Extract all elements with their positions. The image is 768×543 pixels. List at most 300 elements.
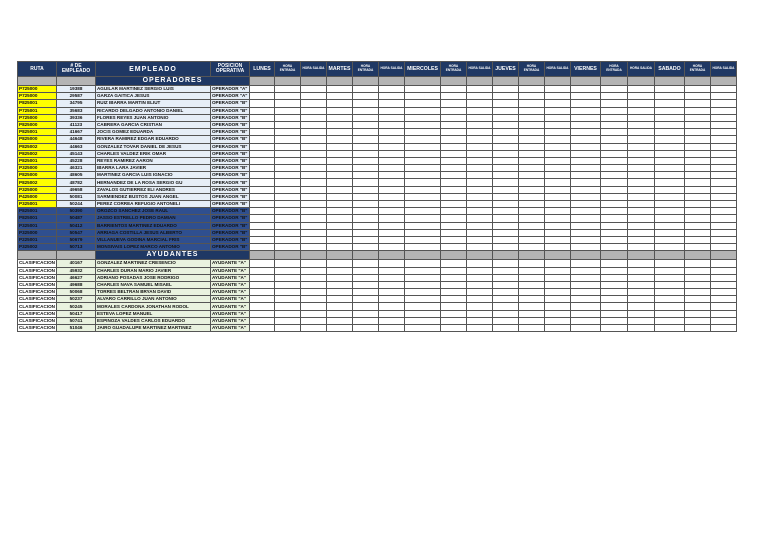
time-entry-cell[interactable] [544,310,570,317]
time-entry-cell[interactable] [440,317,466,324]
time-entry-cell[interactable] [466,229,492,236]
time-entry-cell[interactable] [654,86,684,93]
time-entry-cell[interactable] [518,143,544,150]
time-entry-cell[interactable] [466,281,492,288]
time-entry-cell[interactable] [600,317,627,324]
time-entry-cell[interactable] [710,179,736,186]
time-entry-cell[interactable] [544,244,570,251]
time-entry-cell[interactable] [570,93,600,100]
time-entry-cell[interactable] [274,281,300,288]
time-entry-cell[interactable] [378,244,404,251]
time-entry-cell[interactable] [274,136,300,143]
time-entry-cell[interactable] [684,150,710,157]
time-entry-cell[interactable] [466,325,492,332]
time-entry-cell[interactable] [352,317,378,324]
time-entry-cell[interactable] [352,143,378,150]
time-entry-cell[interactable] [274,114,300,121]
time-entry-cell[interactable] [654,310,684,317]
time-entry-cell[interactable] [440,136,466,143]
time-entry-cell[interactable] [352,136,378,143]
time-entry-cell[interactable] [326,186,352,193]
time-entry-cell[interactable] [654,121,684,128]
time-entry-cell[interactable] [684,296,710,303]
time-entry-cell[interactable] [352,193,378,200]
time-entry-cell[interactable] [249,143,274,150]
time-entry-cell[interactable] [654,165,684,172]
time-entry-cell[interactable] [404,208,440,215]
time-entry-cell[interactable] [684,229,710,236]
time-entry-cell[interactable] [378,208,404,215]
time-entry-cell[interactable] [326,114,352,121]
time-entry-cell[interactable] [518,296,544,303]
time-entry-cell[interactable] [492,107,518,114]
time-entry-cell[interactable] [570,267,600,274]
time-entry-cell[interactable] [684,236,710,243]
time-entry-cell[interactable] [518,229,544,236]
time-entry-cell[interactable] [710,165,736,172]
time-entry-cell[interactable] [326,208,352,215]
time-entry-cell[interactable] [466,201,492,208]
time-entry-cell[interactable] [378,260,404,267]
time-entry-cell[interactable] [466,121,492,128]
time-entry-cell[interactable] [654,260,684,267]
time-entry-cell[interactable] [466,157,492,164]
time-entry-cell[interactable] [326,222,352,229]
time-entry-cell[interactable] [404,114,440,121]
time-entry-cell[interactable] [684,193,710,200]
time-entry-cell[interactable] [440,222,466,229]
time-entry-cell[interactable] [466,303,492,310]
time-entry-cell[interactable] [600,215,627,222]
time-entry-cell[interactable] [518,274,544,281]
time-entry-cell[interactable] [249,208,274,215]
time-entry-cell[interactable] [352,236,378,243]
time-entry-cell[interactable] [249,150,274,157]
time-entry-cell[interactable] [654,267,684,274]
time-entry-cell[interactable] [627,317,654,324]
time-entry-cell[interactable] [710,86,736,93]
time-entry-cell[interactable] [654,193,684,200]
time-entry-cell[interactable] [404,229,440,236]
time-entry-cell[interactable] [326,325,352,332]
time-entry-cell[interactable] [440,150,466,157]
time-entry-cell[interactable] [466,114,492,121]
time-entry-cell[interactable] [492,165,518,172]
time-entry-cell[interactable] [352,114,378,121]
time-entry-cell[interactable] [300,93,326,100]
time-entry-cell[interactable] [518,129,544,136]
time-entry-cell[interactable] [544,236,570,243]
time-entry-cell[interactable] [654,325,684,332]
time-entry-cell[interactable] [492,310,518,317]
time-entry-cell[interactable] [404,172,440,179]
time-entry-cell[interactable] [710,93,736,100]
time-entry-cell[interactable] [570,100,600,107]
time-entry-cell[interactable] [404,100,440,107]
time-entry-cell[interactable] [326,229,352,236]
time-entry-cell[interactable] [466,289,492,296]
time-entry-cell[interactable] [544,193,570,200]
time-entry-cell[interactable] [600,236,627,243]
time-entry-cell[interactable] [440,157,466,164]
time-entry-cell[interactable] [404,157,440,164]
time-entry-cell[interactable] [378,107,404,114]
time-entry-cell[interactable] [249,136,274,143]
time-entry-cell[interactable] [466,129,492,136]
time-entry-cell[interactable] [466,260,492,267]
time-entry-cell[interactable] [378,100,404,107]
time-entry-cell[interactable] [404,121,440,128]
time-entry-cell[interactable] [274,310,300,317]
time-entry-cell[interactable] [710,136,736,143]
time-entry-cell[interactable] [654,281,684,288]
time-entry-cell[interactable] [274,100,300,107]
time-entry-cell[interactable] [326,274,352,281]
time-entry-cell[interactable] [274,244,300,251]
time-entry-cell[interactable] [600,93,627,100]
time-entry-cell[interactable] [627,129,654,136]
time-entry-cell[interactable] [684,274,710,281]
time-entry-cell[interactable] [684,310,710,317]
time-entry-cell[interactable] [404,179,440,186]
time-entry-cell[interactable] [492,136,518,143]
time-entry-cell[interactable] [249,93,274,100]
time-entry-cell[interactable] [466,208,492,215]
time-entry-cell[interactable] [570,150,600,157]
time-entry-cell[interactable] [684,186,710,193]
time-entry-cell[interactable] [326,100,352,107]
time-entry-cell[interactable] [300,215,326,222]
time-entry-cell[interactable] [466,136,492,143]
time-entry-cell[interactable] [654,100,684,107]
time-entry-cell[interactable] [274,172,300,179]
time-entry-cell[interactable] [378,172,404,179]
time-entry-cell[interactable] [570,310,600,317]
time-entry-cell[interactable] [274,186,300,193]
time-entry-cell[interactable] [440,100,466,107]
time-entry-cell[interactable] [274,143,300,150]
time-entry-cell[interactable] [684,114,710,121]
time-entry-cell[interactable] [710,289,736,296]
time-entry-cell[interactable] [518,281,544,288]
time-entry-cell[interactable] [466,172,492,179]
time-entry-cell[interactable] [627,136,654,143]
time-entry-cell[interactable] [249,129,274,136]
time-entry-cell[interactable] [710,150,736,157]
time-entry-cell[interactable] [326,157,352,164]
time-entry-cell[interactable] [352,107,378,114]
time-entry-cell[interactable] [684,129,710,136]
time-entry-cell[interactable] [352,215,378,222]
time-entry-cell[interactable] [710,281,736,288]
time-entry-cell[interactable] [710,244,736,251]
time-entry-cell[interactable] [710,260,736,267]
time-entry-cell[interactable] [404,244,440,251]
time-entry-cell[interactable] [352,165,378,172]
time-entry-cell[interactable] [544,186,570,193]
time-entry-cell[interactable] [466,310,492,317]
time-entry-cell[interactable] [518,165,544,172]
time-entry-cell[interactable] [518,172,544,179]
time-entry-cell[interactable] [352,274,378,281]
time-entry-cell[interactable] [684,244,710,251]
time-entry-cell[interactable] [274,229,300,236]
time-entry-cell[interactable] [352,267,378,274]
time-entry-cell[interactable] [570,208,600,215]
time-entry-cell[interactable] [404,150,440,157]
time-entry-cell[interactable] [492,303,518,310]
time-entry-cell[interactable] [684,86,710,93]
time-entry-cell[interactable] [378,274,404,281]
time-entry-cell[interactable] [570,107,600,114]
time-entry-cell[interactable] [300,260,326,267]
time-entry-cell[interactable] [300,114,326,121]
time-entry-cell[interactable] [570,121,600,128]
time-entry-cell[interactable] [352,296,378,303]
time-entry-cell[interactable] [627,201,654,208]
time-entry-cell[interactable] [627,208,654,215]
time-entry-cell[interactable] [710,121,736,128]
time-entry-cell[interactable] [684,281,710,288]
time-entry-cell[interactable] [440,172,466,179]
time-entry-cell[interactable] [492,260,518,267]
time-entry-cell[interactable] [684,201,710,208]
time-entry-cell[interactable] [300,229,326,236]
time-entry-cell[interactable] [627,229,654,236]
time-entry-cell[interactable] [600,289,627,296]
time-entry-cell[interactable] [352,310,378,317]
time-entry-cell[interactable] [404,296,440,303]
time-entry-cell[interactable] [378,267,404,274]
time-entry-cell[interactable] [570,260,600,267]
time-entry-cell[interactable] [249,310,274,317]
time-entry-cell[interactable] [404,107,440,114]
time-entry-cell[interactable] [404,143,440,150]
time-entry-cell[interactable] [352,93,378,100]
time-entry-cell[interactable] [518,289,544,296]
time-entry-cell[interactable] [627,150,654,157]
time-entry-cell[interactable] [249,114,274,121]
time-entry-cell[interactable] [627,186,654,193]
time-entry-cell[interactable] [600,281,627,288]
time-entry-cell[interactable] [518,208,544,215]
time-entry-cell[interactable] [544,136,570,143]
time-entry-cell[interactable] [570,129,600,136]
time-entry-cell[interactable] [249,215,274,222]
time-entry-cell[interactable] [249,289,274,296]
time-entry-cell[interactable] [627,289,654,296]
time-entry-cell[interactable] [492,114,518,121]
time-entry-cell[interactable] [378,93,404,100]
time-entry-cell[interactable] [466,267,492,274]
time-entry-cell[interactable] [378,129,404,136]
time-entry-cell[interactable] [518,193,544,200]
time-entry-cell[interactable] [440,244,466,251]
time-entry-cell[interactable] [300,208,326,215]
time-entry-cell[interactable] [300,274,326,281]
time-entry-cell[interactable] [600,325,627,332]
time-entry-cell[interactable] [300,165,326,172]
time-entry-cell[interactable] [249,303,274,310]
time-entry-cell[interactable] [249,165,274,172]
time-entry-cell[interactable] [492,121,518,128]
time-entry-cell[interactable] [352,157,378,164]
time-entry-cell[interactable] [300,86,326,93]
time-entry-cell[interactable] [518,136,544,143]
time-entry-cell[interactable] [326,150,352,157]
time-entry-cell[interactable] [654,303,684,310]
time-entry-cell[interactable] [378,317,404,324]
time-entry-cell[interactable] [600,179,627,186]
time-entry-cell[interactable] [300,143,326,150]
time-entry-cell[interactable] [300,150,326,157]
time-entry-cell[interactable] [440,325,466,332]
time-entry-cell[interactable] [274,86,300,93]
time-entry-cell[interactable] [249,274,274,281]
time-entry-cell[interactable] [600,107,627,114]
time-entry-cell[interactable] [404,186,440,193]
time-entry-cell[interactable] [544,260,570,267]
time-entry-cell[interactable] [570,222,600,229]
time-entry-cell[interactable] [326,86,352,93]
time-entry-cell[interactable] [300,121,326,128]
time-entry-cell[interactable] [300,136,326,143]
time-entry-cell[interactable] [654,222,684,229]
time-entry-cell[interactable] [570,281,600,288]
time-entry-cell[interactable] [492,93,518,100]
time-entry-cell[interactable] [600,129,627,136]
time-entry-cell[interactable] [684,317,710,324]
time-entry-cell[interactable] [300,107,326,114]
time-entry-cell[interactable] [440,215,466,222]
time-entry-cell[interactable] [492,325,518,332]
time-entry-cell[interactable] [627,260,654,267]
time-entry-cell[interactable] [378,179,404,186]
time-entry-cell[interactable] [249,244,274,251]
time-entry-cell[interactable] [684,93,710,100]
time-entry-cell[interactable] [627,114,654,121]
time-entry-cell[interactable] [492,296,518,303]
time-entry-cell[interactable] [440,179,466,186]
time-entry-cell[interactable] [492,229,518,236]
time-entry-cell[interactable] [492,157,518,164]
time-entry-cell[interactable] [627,172,654,179]
time-entry-cell[interactable] [684,100,710,107]
time-entry-cell[interactable] [492,267,518,274]
time-entry-cell[interactable] [710,222,736,229]
time-entry-cell[interactable] [404,260,440,267]
time-entry-cell[interactable] [249,296,274,303]
time-entry-cell[interactable] [300,172,326,179]
time-entry-cell[interactable] [326,303,352,310]
time-entry-cell[interactable] [492,86,518,93]
time-entry-cell[interactable] [440,267,466,274]
time-entry-cell[interactable] [352,150,378,157]
time-entry-cell[interactable] [544,201,570,208]
time-entry-cell[interactable] [600,244,627,251]
time-entry-cell[interactable] [544,121,570,128]
time-entry-cell[interactable] [654,143,684,150]
time-entry-cell[interactable] [627,244,654,251]
time-entry-cell[interactable] [684,157,710,164]
time-entry-cell[interactable] [710,296,736,303]
time-entry-cell[interactable] [378,114,404,121]
time-entry-cell[interactable] [544,296,570,303]
time-entry-cell[interactable] [440,303,466,310]
time-entry-cell[interactable] [518,107,544,114]
time-entry-cell[interactable] [627,267,654,274]
time-entry-cell[interactable] [440,281,466,288]
time-entry-cell[interactable] [326,129,352,136]
time-entry-cell[interactable] [300,186,326,193]
time-entry-cell[interactable] [440,129,466,136]
time-entry-cell[interactable] [440,186,466,193]
time-entry-cell[interactable] [570,179,600,186]
time-entry-cell[interactable] [249,229,274,236]
time-entry-cell[interactable] [518,121,544,128]
time-entry-cell[interactable] [544,93,570,100]
time-entry-cell[interactable] [326,310,352,317]
time-entry-cell[interactable] [378,229,404,236]
time-entry-cell[interactable] [249,107,274,114]
time-entry-cell[interactable] [544,222,570,229]
time-entry-cell[interactable] [600,201,627,208]
time-entry-cell[interactable] [600,172,627,179]
time-entry-cell[interactable] [404,274,440,281]
time-entry-cell[interactable] [654,93,684,100]
time-entry-cell[interactable] [570,303,600,310]
time-entry-cell[interactable] [492,143,518,150]
time-entry-cell[interactable] [440,86,466,93]
time-entry-cell[interactable] [300,157,326,164]
time-entry-cell[interactable] [654,136,684,143]
time-entry-cell[interactable] [684,172,710,179]
time-entry-cell[interactable] [492,100,518,107]
time-entry-cell[interactable] [544,107,570,114]
time-entry-cell[interactable] [518,114,544,121]
time-entry-cell[interactable] [570,215,600,222]
time-entry-cell[interactable] [518,303,544,310]
time-entry-cell[interactable] [326,289,352,296]
time-entry-cell[interactable] [600,150,627,157]
time-entry-cell[interactable] [600,208,627,215]
time-entry-cell[interactable] [274,267,300,274]
time-entry-cell[interactable] [404,201,440,208]
time-entry-cell[interactable] [654,274,684,281]
time-entry-cell[interactable] [352,129,378,136]
time-entry-cell[interactable] [249,267,274,274]
time-entry-cell[interactable] [654,157,684,164]
time-entry-cell[interactable] [466,236,492,243]
time-entry-cell[interactable] [710,303,736,310]
time-entry-cell[interactable] [378,143,404,150]
time-entry-cell[interactable] [544,86,570,93]
time-entry-cell[interactable] [378,281,404,288]
time-entry-cell[interactable] [440,310,466,317]
time-entry-cell[interactable] [710,236,736,243]
time-entry-cell[interactable] [492,274,518,281]
time-entry-cell[interactable] [600,229,627,236]
time-entry-cell[interactable] [466,93,492,100]
time-entry-cell[interactable] [492,317,518,324]
time-entry-cell[interactable] [710,325,736,332]
time-entry-cell[interactable] [404,93,440,100]
time-entry-cell[interactable] [627,303,654,310]
time-entry-cell[interactable] [627,222,654,229]
time-entry-cell[interactable] [654,296,684,303]
time-entry-cell[interactable] [710,215,736,222]
time-entry-cell[interactable] [352,172,378,179]
